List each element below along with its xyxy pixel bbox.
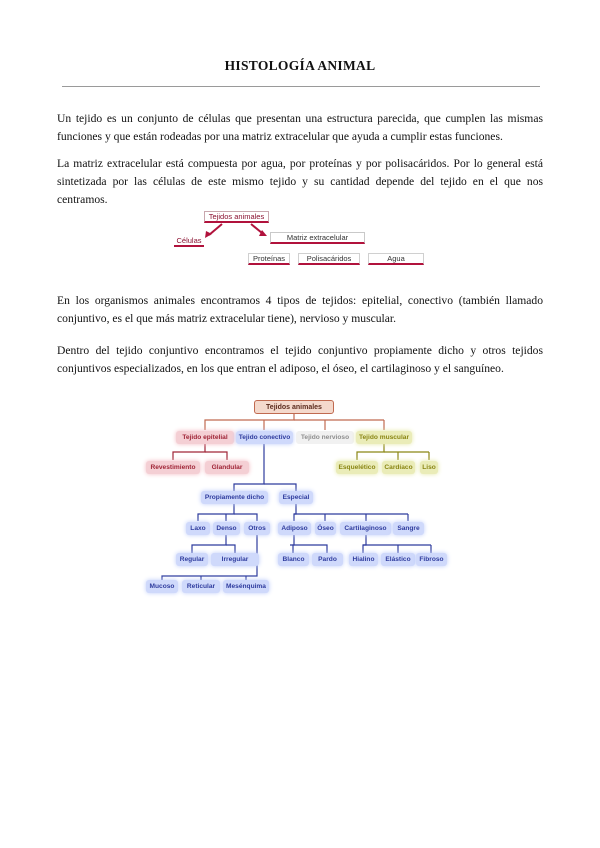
node-revestimiento: Revestimiento: [146, 461, 200, 474]
node-propiamente-dicho: Propiamente dicho: [201, 491, 268, 504]
node-elastico: Elástico: [381, 553, 415, 566]
node-sangre: Sangre: [393, 522, 424, 535]
node-oseo: Óseo: [315, 522, 336, 535]
node-tejido-epitelial: Tejido epitelial: [176, 431, 234, 444]
node-pardo: Pardo: [312, 553, 343, 566]
node-regular: Regular: [176, 553, 208, 566]
node-fibroso: Fibroso: [416, 553, 447, 566]
node-mucoso: Mucoso: [146, 580, 178, 593]
node-reticular: Reticular: [182, 580, 220, 593]
node-especial: Especial: [279, 491, 313, 504]
matrix-diagram-water: Agua: [368, 253, 424, 265]
node-tejido-conectivo: Tejido conectivo: [236, 431, 293, 444]
node-tejido-nervioso: Tejido nervioso: [296, 431, 354, 444]
matrix-diagram-root: Tejidos animales: [204, 211, 269, 223]
matrix-diagram-proteins: Proteínas: [248, 253, 290, 265]
node-liso: Liso: [420, 461, 438, 474]
node-glandular: Glandular: [205, 461, 249, 474]
node-otros: Otros: [244, 522, 270, 535]
node-irregular: Irregular: [211, 553, 259, 566]
page-title: HISTOLOGÍA ANIMAL: [224, 58, 376, 73]
node-hialino: Hialino: [349, 553, 378, 566]
matrix-diagram-matrix: Matriz extracelular: [270, 232, 365, 244]
node-blanco: Blanco: [278, 553, 309, 566]
paragraph-tissue-types: En los organismos animales encontramos 4 tipos de tejidos: epitelial, conectivo (también llamado conjuntivo, es el que más matriz extracelular tiene), nervioso y muscular.: [57, 294, 543, 325]
node-tejido-muscular: Tejido muscular: [356, 431, 412, 444]
paragraph-extracellular-matrix: La matriz extracelular está compuesta por agua, por proteínas y por polisacáridos. Por lo general está sintetizada por las células de este mismo tejido y su cantidad depende del tejido en el que nos centramos.: [57, 157, 543, 206]
node-cardiaco: Cardíaco: [382, 461, 415, 474]
node-laxo: Laxo: [186, 522, 210, 535]
node-esqueletico: Esquelético: [336, 461, 378, 474]
matrix-diagram-cells: Células: [174, 236, 204, 247]
matrix-diagram-polysaccharides: Polisacáridos: [298, 253, 360, 265]
node-cartilaginoso: Cartilaginoso: [340, 522, 391, 535]
node-adiposo: Adiposo: [278, 522, 311, 535]
node-mesenquima: Mesénquima: [223, 580, 269, 593]
tree-root: Tejidos animales: [254, 400, 334, 414]
paragraph-tissue-definition: Un tejido es un conjunto de células que presentan una estructura parecida, que cumplen las mismas funciones y que están rodeadas por una matriz extracelular que ayuda a cumplir estas funciones.: [57, 112, 543, 143]
paragraph-connective-tissue: Dentro del tejido conjuntivo encontramos el tejido conjuntivo propiamente dicho y otros tejidos conjuntivos especializados, en los que entran el adiposo, el óseo, el cartilaginoso y el sanguíneo.: [57, 344, 543, 375]
node-denso: Denso: [213, 522, 240, 535]
